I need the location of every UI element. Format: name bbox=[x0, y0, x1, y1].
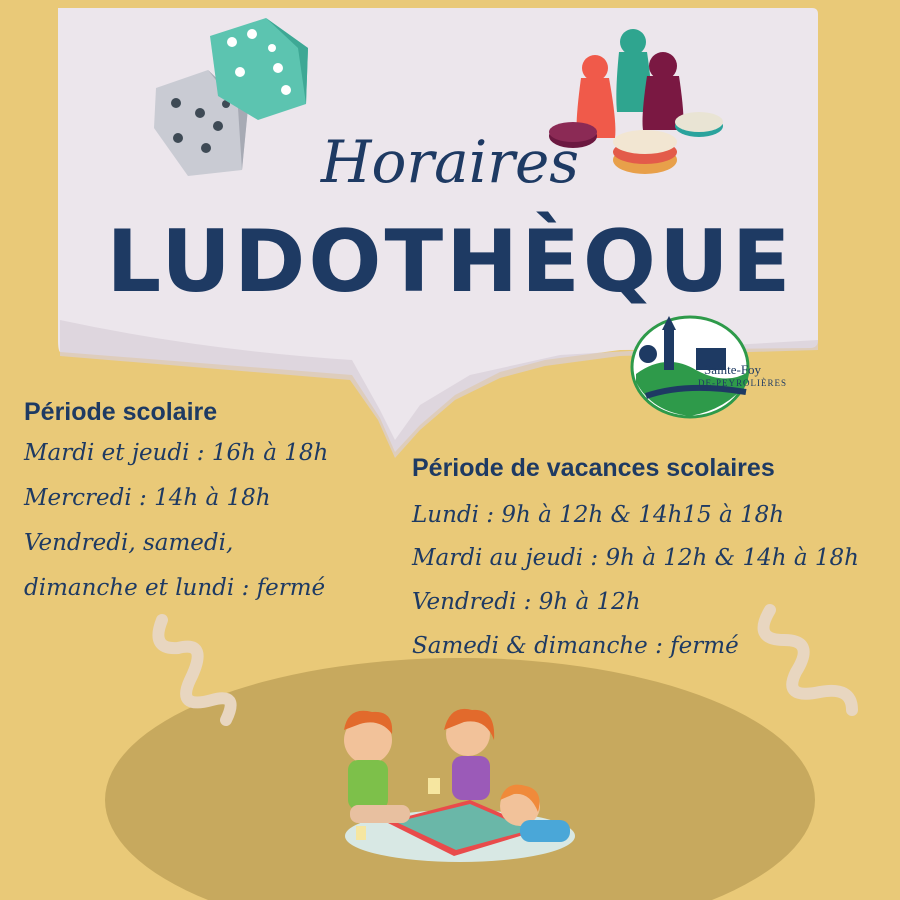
title-ludotheque: LUDOTHÈQUE bbox=[106, 212, 794, 312]
school-period-heading: Période scolaire bbox=[24, 398, 218, 426]
school-line: Vendredi, samedi, bbox=[24, 530, 234, 556]
logo-line2: DE-PEYROLIÈRES bbox=[698, 378, 787, 388]
squiggle-right-icon bbox=[764, 610, 852, 710]
school-line: Mercredi : 14h à 18h bbox=[24, 485, 271, 511]
bottom-illustration bbox=[0, 600, 900, 900]
holiday-line: Mardi au jeudi : 9h à 12h & 14h à 18h bbox=[412, 545, 859, 571]
holiday-period-heading: Période de vacances scolaires bbox=[412, 454, 775, 482]
school-line: dimanche et lundi : fermé bbox=[24, 575, 326, 601]
holiday-line: Lundi : 9h à 12h & 14h15 à 18h bbox=[412, 502, 785, 528]
title-horaires: Horaires bbox=[320, 128, 580, 196]
logo-line1: Sainte-Foy bbox=[704, 362, 762, 377]
holiday-line: Vendredi : 9h à 12h bbox=[412, 589, 641, 615]
town-logo bbox=[626, 312, 787, 422]
school-line: Mardi et jeudi : 16h à 18h bbox=[24, 440, 329, 466]
holiday-line: Samedi & dimanche : fermé bbox=[412, 633, 739, 659]
pawn-icon bbox=[577, 29, 684, 138]
